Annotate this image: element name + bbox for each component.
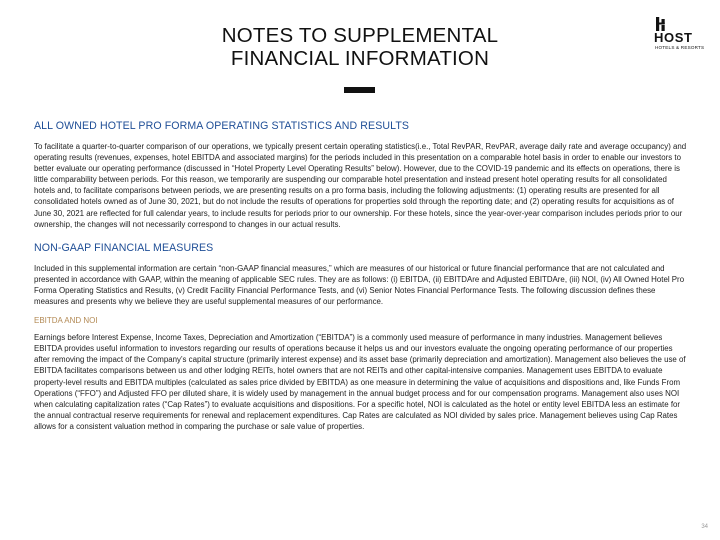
host-logo bbox=[650, 17, 705, 51]
notes-content bbox=[34, 120, 688, 441]
host-logo-subtitle: HOTELS & RESORTS bbox=[655, 45, 705, 50]
section-heading-non-gaap: NON-GAAP FINANCIAL MEASURES bbox=[34, 241, 214, 254]
host-logo-wordmark: HOST bbox=[654, 30, 693, 45]
page-number: 34 bbox=[701, 524, 708, 530]
subsection-heading-ebitda-noi: EBITDA AND NOI bbox=[34, 316, 98, 326]
host-logo-mark-icon bbox=[655, 17, 667, 31]
section-heading-pro-forma: ALL OWNED HOTEL PRO FORMA OPERATING STATISTICS AND RESULTS bbox=[34, 120, 410, 132]
section-body-non-gaap: Included in this supplemental information are certain “non-GAAP financial measures,” which are measures of our historical or future financial performance that are not calculated and presented in accordance with GAAP, within the meaning of applicable SEC rules. They are as follows: (i) EBITDA, (ii) EBITDAre and Adjusted EBITDAre, (iii) NOI, (iv) All Owned Hotel Pro Forma Operating Statistics and Results, (v) Credit Facility Financial Performance Tests, and (vi) Senior Notes Financial Performance Tests. The following discussion defines these measures and presents why we believe they are useful supplemental measures of our performance. bbox=[34, 263, 685, 307]
page-title-line-1: NOTES TO SUPPLEMENTAL bbox=[221, 24, 499, 47]
title-underline-bar bbox=[344, 87, 375, 93]
page-title-line-2: FINANCIAL INFORMATION bbox=[230, 47, 490, 70]
page-title bbox=[150, 24, 570, 70]
section-body-pro-forma: To facilitate a quarter-to-quarter comparison of our operations, we typically present certain operating statistics(i.e., Total RevPAR, RevPAR, average daily rate and average occupancy) and operating results (revenues, expenses, hotel EBITDA and associated margins) for the periods included in this presentation on a comparable hotel basis in order to enable our investors to better evaluate our operating performance (discussed in “Hotel Property Level Operating Results” below). However, due to the COVID-19 pandemic and its effects on operations, there is little comparability between periods. For this reason, we temporarily are suspending our comparable hotel presentation and instead present hotel operating results for all consolidated hotels and, to facilitate comparisons between periods, we are presenting results on a pro forma basis, including the following adjustments: (1) operating results are presented for all consolidated hotels owned as of June 30, 2021, but do not include the results of operations for properties sold through the reporting date; and (2) operating results for acquisitions as of June 30, 2021 are reflected for full calendar years, to include results for periods prior to our ownership. For these hotels, since the year-over-year comparison includes periods prior to our ownership, the changes will not necessarily correspond to changes in our actual results. bbox=[34, 142, 687, 229]
subsection-body-ebitda-noi: Earnings before Interest Expense, Income Taxes, Depreciation and Amortization (“EBITDA”) is a commonly used measure of performance in many industries. Management believes EBITDA provides useful information to investors regarding our results of operations because it helps us and our investors evaluate the ongoing operating performance of our properties after removing the impact of the Company’s capital structure (primarily interest expense) and its asset base (primarily depreciation and amortization). Management also believes the use of EBITDA facilitates comparisons between us and other lodging REITs, hotel owners that are not REITs and other capital-intensive companies. Management uses EBITDA to evaluate property-level results and EBITDA multiples (calculated as sales price divided by EBITDA) as one measure in determining the value of acquisitions and dispositions and, like Funds From Operations (“FFO”) and Adjusted FFO per diluted share, it is widely used by management in the annual budget process and for our compensation programs. Management also uses NOI when calculating capitalization rates (“Cap Rates”) to evaluate acquisitions and dispositions. For a specific hotel, NOI is calculated as the hotel or entity level EBITDA less an estimate for the annual contractual reserve requirements for renewal and replacement expenditures. Cap Rates are calculated as NOI divided by sales price. Management believes using Cap Rates allows for a consistent valuation method in comparing the purchase or sale value of properties. bbox=[34, 333, 686, 431]
